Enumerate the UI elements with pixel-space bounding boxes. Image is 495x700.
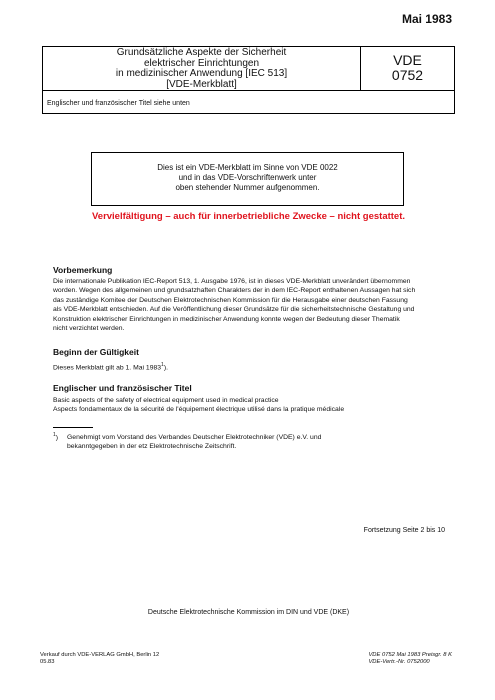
title-line: [VDE-Merkblatt] (166, 78, 237, 90)
notice-line: und in das VDE-Vorschriftenwerk unter (178, 173, 317, 182)
vorbemerkung-heading: Vorbemerkung (53, 265, 113, 275)
notice-box (91, 152, 404, 206)
footnote-divider (53, 427, 93, 428)
notice-line: oben stehender Nummer aufgenommen. (175, 183, 320, 192)
notice-line: Dies ist ein VDE-Merkblatt im Sinne von VDE 0022 (157, 163, 338, 172)
title-line: elektrischer Einrichtungen (143, 57, 260, 69)
footer-line: 05.83 (40, 659, 55, 665)
footer-left (40, 652, 159, 666)
footer-line: VDE-Vertr.-Nr. 0752000 (368, 659, 430, 665)
paragraph-line: Die internationale Publikation IEC-Report 513, 1. Ausgabe 1976, ist in dieses VDE-Merkblatt unverändert übernommen (53, 278, 411, 285)
gueltigkeit-sentence: Dieses Merkblatt gilt ab 1. Mai 1983 (53, 364, 162, 372)
paragraph-line: nicht verzichtet werden. (53, 325, 125, 333)
gueltigkeit-heading: Beginn der Gültigkeit (53, 347, 139, 357)
footnote-line: bekanntgegeben in der etz Elektrotechnische Zeitschrift. (67, 443, 237, 451)
paragraph-line: das zuständige Komitee der Deutschen Elektrotechnischen Kommission für die Herausgabe einer deutschen Fassung (53, 296, 408, 304)
vde-number-block (361, 47, 454, 90)
footnote-text (67, 433, 321, 452)
english-title: Basic aspects of the safety of electrical equipment used in medical practice (53, 397, 279, 404)
title-block (42, 46, 455, 91)
publication-date: Mai 1983 (401, 12, 452, 26)
titel-text (53, 396, 463, 415)
footnote-ref: 1 (161, 362, 164, 368)
footnote-marker (53, 432, 58, 441)
title-line: Grundsätzliche Aspekte der Sicherheit (116, 47, 287, 58)
continuation-note: Fortsetzung Seite 2 bis 10 (363, 527, 445, 534)
gueltigkeit-end: ). (163, 364, 168, 372)
vorbemerkung-text (53, 277, 463, 333)
footnote-paren: ) (55, 434, 59, 442)
footer-line: VDE 0752 Mai 1983 Preisgr. 8 K (368, 652, 452, 658)
french-title: Aspects fondamentaux de la sécurité de l'équipement électrique utilisé dans la pratique médicale (53, 406, 345, 414)
gueltigkeit-text (53, 361, 463, 373)
copy-warning: Vervielfältigung – auch für innerbetriebliche Zwecke – nicht gestattet. (91, 211, 406, 222)
dke-line: Deutsche Elektrotechnische Kommission im DIN und VDE (DKE) (147, 609, 350, 616)
title-line: in medizinischer Anwendung [IEC 513] (115, 68, 288, 79)
vde-number: 0752 (391, 67, 424, 83)
footer-right (368, 652, 452, 666)
document-title (43, 47, 361, 90)
titel-heading: Englischer und französischer Titel (53, 383, 192, 393)
vde-label: VDE (393, 52, 422, 68)
footer-line: Verkauf durch VDE-VERLAG GmbH, Berlin 12 (40, 652, 160, 658)
paragraph-line: Konstruktion elektrischer Einrichtungen in medizinischer Anwendung konnte wegen der Bedeutung dieser Thematik (53, 315, 400, 323)
title-note: Englischer und französischer Titel siehe unten (42, 91, 455, 114)
footnote-line: Genehmigt vom Vorstand des Verbandes Deutscher Elektrotechniker (VDE) e.V. und (67, 434, 322, 441)
footnote-number: 1 (53, 432, 56, 438)
paragraph-line: als VDE-Merkblatt entschieden. Auf die Veröffentlichung dieser Grundsätze für die sicherheitstechnische Gestaltung und (53, 306, 415, 314)
paragraph-line: worden. Wegen des allgemeinen und grundsatzhaften Charakters der in dem IEC-Report enthaltenen Aussagen hat sich (53, 287, 416, 295)
